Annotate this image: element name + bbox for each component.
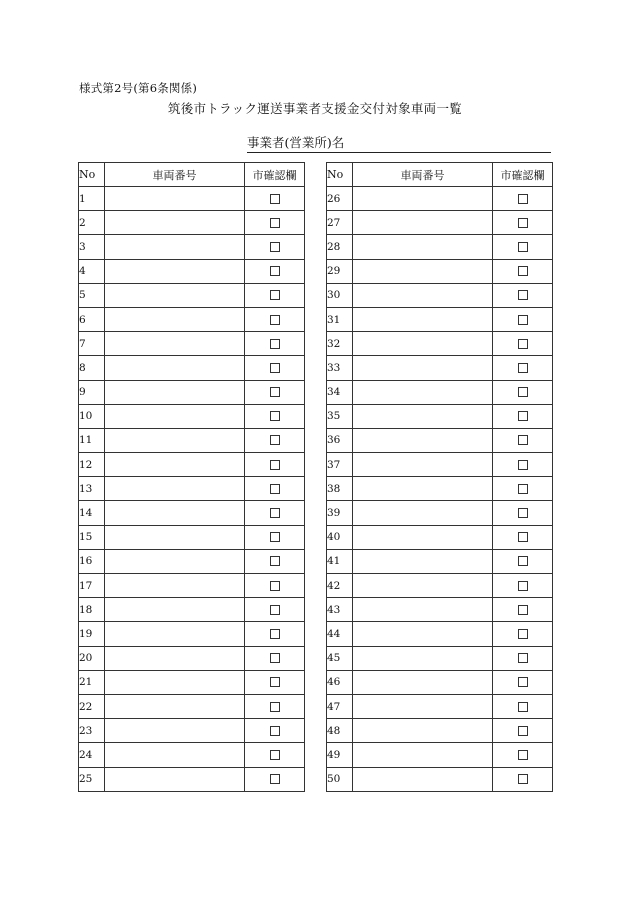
- plate-number-cell[interactable]: [353, 235, 493, 259]
- row-number: 32: [327, 332, 353, 356]
- table-header-row: [79, 163, 305, 187]
- plate-number-cell[interactable]: [353, 574, 493, 598]
- city-check-cell: [245, 622, 305, 646]
- table-row: [327, 477, 553, 501]
- row-number: 2: [79, 211, 105, 235]
- city-check-cell: [245, 525, 305, 549]
- column-header-plate: 車両番号: [353, 163, 493, 187]
- city-check-cell: [493, 646, 553, 670]
- city-check-cell: [245, 380, 305, 404]
- row-number: 25: [79, 767, 105, 791]
- city-check-checkbox[interactable]: [518, 677, 528, 687]
- table-row: [79, 307, 305, 331]
- plate-number-cell[interactable]: [105, 477, 245, 501]
- row-number: 36: [327, 428, 353, 452]
- city-check-checkbox[interactable]: [518, 242, 528, 252]
- city-check-cell: [245, 428, 305, 452]
- row-number: 42: [327, 574, 353, 598]
- city-check-checkbox[interactable]: [270, 702, 280, 712]
- plate-number-cell[interactable]: [105, 549, 245, 573]
- plate-number-cell[interactable]: [105, 646, 245, 670]
- table-row: [327, 743, 553, 767]
- city-check-checkbox[interactable]: [518, 460, 528, 470]
- table-row: [327, 719, 553, 743]
- city-check-cell: [493, 283, 553, 307]
- city-check-cell: [245, 187, 305, 211]
- row-number: 16: [79, 549, 105, 573]
- row-number: 41: [327, 549, 353, 573]
- table-row: [327, 646, 553, 670]
- plate-number-cell[interactable]: [353, 332, 493, 356]
- row-number: 18: [79, 598, 105, 622]
- city-check-checkbox[interactable]: [518, 629, 528, 639]
- plate-number-cell[interactable]: [105, 670, 245, 694]
- city-check-checkbox[interactable]: [270, 315, 280, 325]
- city-check-cell: [493, 501, 553, 525]
- plate-number-cell[interactable]: [353, 187, 493, 211]
- row-number: 10: [79, 404, 105, 428]
- table-row: [327, 501, 553, 525]
- table-row: [79, 477, 305, 501]
- row-number: 19: [79, 622, 105, 646]
- table-row: [327, 574, 553, 598]
- city-check-checkbox[interactable]: [270, 363, 280, 373]
- column-header-plate: 車両番号: [105, 163, 245, 187]
- row-number: 35: [327, 404, 353, 428]
- city-check-checkbox[interactable]: [270, 556, 280, 566]
- city-check-cell: [493, 332, 553, 356]
- row-number: 43: [327, 598, 353, 622]
- row-number: 31: [327, 307, 353, 331]
- city-check-cell: [493, 549, 553, 573]
- city-check-cell: [245, 307, 305, 331]
- city-check-checkbox[interactable]: [270, 242, 280, 252]
- city-check-cell: [493, 767, 553, 791]
- city-check-cell: [245, 719, 305, 743]
- table-row: [327, 622, 553, 646]
- city-check-cell: [493, 307, 553, 331]
- plate-number-cell[interactable]: [353, 767, 493, 791]
- row-number: 44: [327, 622, 353, 646]
- plate-number-cell[interactable]: [105, 694, 245, 718]
- table-row: [327, 307, 553, 331]
- table-row: [79, 453, 305, 477]
- plate-number-cell[interactable]: [105, 380, 245, 404]
- city-check-cell: [493, 743, 553, 767]
- city-check-checkbox[interactable]: [518, 315, 528, 325]
- plate-number-cell[interactable]: [353, 743, 493, 767]
- plate-number-cell[interactable]: [105, 743, 245, 767]
- city-check-checkbox[interactable]: [270, 629, 280, 639]
- city-check-cell: [493, 428, 553, 452]
- plate-number-cell[interactable]: [353, 356, 493, 380]
- table-row: [79, 598, 305, 622]
- table-row: [327, 670, 553, 694]
- plate-number-cell[interactable]: [353, 453, 493, 477]
- table-row: [327, 404, 553, 428]
- plate-number-cell[interactable]: [353, 501, 493, 525]
- table-row: [79, 719, 305, 743]
- city-check-checkbox[interactable]: [518, 411, 528, 421]
- city-check-checkbox[interactable]: [270, 532, 280, 542]
- city-check-cell: [245, 501, 305, 525]
- table-row: [327, 235, 553, 259]
- city-check-checkbox[interactable]: [518, 774, 528, 784]
- plate-number-cell[interactable]: [353, 622, 493, 646]
- plate-number-cell[interactable]: [353, 477, 493, 501]
- row-number: 40: [327, 525, 353, 549]
- plate-number-cell[interactable]: [105, 501, 245, 525]
- city-check-checkbox[interactable]: [270, 218, 280, 228]
- plate-number-cell[interactable]: [105, 525, 245, 549]
- city-check-checkbox[interactable]: [518, 218, 528, 228]
- table-row: [327, 428, 553, 452]
- plate-number-cell[interactable]: [105, 283, 245, 307]
- city-check-cell: [493, 380, 553, 404]
- table-row: [327, 694, 553, 718]
- city-check-cell: [245, 235, 305, 259]
- row-number: 30: [327, 283, 353, 307]
- table-row: [79, 211, 305, 235]
- city-check-cell: [245, 574, 305, 598]
- row-number: 22: [79, 694, 105, 718]
- city-check-cell: [245, 477, 305, 501]
- city-check-checkbox[interactable]: [270, 387, 280, 397]
- row-number: 8: [79, 356, 105, 380]
- plate-number-cell[interactable]: [353, 259, 493, 283]
- city-check-cell: [493, 670, 553, 694]
- city-check-checkbox[interactable]: [518, 556, 528, 566]
- row-number: 38: [327, 477, 353, 501]
- row-number: 27: [327, 211, 353, 235]
- city-check-cell: [245, 356, 305, 380]
- city-check-checkbox[interactable]: [270, 750, 280, 760]
- row-number: 23: [79, 719, 105, 743]
- city-check-cell: [493, 598, 553, 622]
- table-row: [79, 404, 305, 428]
- row-number: 20: [79, 646, 105, 670]
- city-check-cell: [493, 525, 553, 549]
- plate-number-cell[interactable]: [105, 211, 245, 235]
- plate-number-cell[interactable]: [105, 453, 245, 477]
- row-number: 26: [327, 187, 353, 211]
- city-check-cell: [493, 235, 553, 259]
- city-check-checkbox[interactable]: [270, 581, 280, 591]
- table-row: [327, 332, 553, 356]
- column-header-city-check: 市確認欄: [245, 163, 305, 187]
- plate-number-cell[interactable]: [353, 719, 493, 743]
- row-number: 17: [79, 574, 105, 598]
- row-number: 7: [79, 332, 105, 356]
- city-check-checkbox[interactable]: [270, 194, 280, 204]
- city-check-checkbox[interactable]: [518, 266, 528, 276]
- column-header-no: No: [327, 163, 353, 187]
- table-row: [79, 235, 305, 259]
- city-check-cell: [245, 404, 305, 428]
- plate-number-cell[interactable]: [353, 404, 493, 428]
- table-row: [79, 187, 305, 211]
- city-check-cell: [493, 356, 553, 380]
- city-check-checkbox[interactable]: [270, 726, 280, 736]
- table-row: [327, 453, 553, 477]
- table-row: [79, 622, 305, 646]
- city-check-cell: [245, 646, 305, 670]
- city-check-checkbox[interactable]: [270, 435, 280, 445]
- row-number: 11: [79, 428, 105, 452]
- table-row: [79, 646, 305, 670]
- city-check-checkbox[interactable]: [518, 387, 528, 397]
- city-check-cell: [493, 453, 553, 477]
- row-number: 14: [79, 501, 105, 525]
- city-check-cell: [245, 670, 305, 694]
- city-check-cell: [493, 404, 553, 428]
- city-check-checkbox[interactable]: [270, 290, 280, 300]
- city-check-checkbox[interactable]: [270, 484, 280, 494]
- row-number: 21: [79, 670, 105, 694]
- city-check-checkbox[interactable]: [270, 605, 280, 615]
- city-check-checkbox[interactable]: [518, 435, 528, 445]
- plate-number-cell[interactable]: [105, 574, 245, 598]
- page-title: 筑後市トラック運送事業者支援金交付対象車両一覧: [167, 101, 463, 116]
- row-number: 9: [79, 380, 105, 404]
- form-number: 様式第2号(第6条関係): [79, 81, 198, 95]
- city-check-checkbox[interactable]: [270, 677, 280, 687]
- plate-number-cell[interactable]: [105, 356, 245, 380]
- plate-number-cell[interactable]: [353, 307, 493, 331]
- plate-number-cell[interactable]: [353, 525, 493, 549]
- row-number: 28: [327, 235, 353, 259]
- plate-number-cell[interactable]: [353, 694, 493, 718]
- city-check-checkbox[interactable]: [518, 726, 528, 736]
- plate-number-cell[interactable]: [105, 719, 245, 743]
- row-number: 39: [327, 501, 353, 525]
- city-check-checkbox[interactable]: [518, 363, 528, 373]
- row-number: 12: [79, 453, 105, 477]
- city-check-checkbox[interactable]: [518, 750, 528, 760]
- city-check-cell: [245, 283, 305, 307]
- row-number: 4: [79, 259, 105, 283]
- plate-number-cell[interactable]: [353, 670, 493, 694]
- plate-number-cell[interactable]: [353, 283, 493, 307]
- city-check-checkbox[interactable]: [518, 339, 528, 349]
- row-number: 1: [79, 187, 105, 211]
- plate-number-cell[interactable]: [105, 332, 245, 356]
- city-check-cell: [493, 259, 553, 283]
- city-check-checkbox[interactable]: [270, 653, 280, 663]
- row-number: 45: [327, 646, 353, 670]
- row-number: 46: [327, 670, 353, 694]
- city-check-checkbox[interactable]: [518, 508, 528, 518]
- table-row: [79, 428, 305, 452]
- table-row: [327, 356, 553, 380]
- city-check-cell: [245, 549, 305, 573]
- city-check-checkbox[interactable]: [518, 605, 528, 615]
- table-row: [79, 283, 305, 307]
- city-check-cell: [245, 598, 305, 622]
- plate-number-cell[interactable]: [105, 598, 245, 622]
- row-number: 3: [79, 235, 105, 259]
- business-name-label: 事業者(営業所)名: [247, 135, 345, 150]
- city-check-cell: [245, 332, 305, 356]
- table-row: [327, 767, 553, 791]
- vehicle-table-left: [78, 162, 305, 792]
- city-check-checkbox[interactable]: [270, 411, 280, 421]
- table-row: [79, 574, 305, 598]
- plate-number-cell[interactable]: [353, 646, 493, 670]
- row-number: 24: [79, 743, 105, 767]
- city-check-cell: [493, 187, 553, 211]
- plate-number-cell[interactable]: [353, 549, 493, 573]
- row-number: 29: [327, 259, 353, 283]
- plate-number-cell[interactable]: [353, 211, 493, 235]
- city-check-cell: [245, 453, 305, 477]
- table-row: [327, 211, 553, 235]
- row-number: 49: [327, 743, 353, 767]
- table-row: [79, 259, 305, 283]
- city-check-checkbox[interactable]: [518, 702, 528, 712]
- row-number: 15: [79, 525, 105, 549]
- table-header-row: [327, 163, 553, 187]
- column-header-city-check: 市確認欄: [493, 163, 553, 187]
- city-check-cell: [245, 211, 305, 235]
- city-check-cell: [493, 477, 553, 501]
- table-row: [79, 525, 305, 549]
- city-check-cell: [493, 622, 553, 646]
- table-row: [79, 549, 305, 573]
- row-number: 48: [327, 719, 353, 743]
- city-check-checkbox[interactable]: [270, 339, 280, 349]
- city-check-checkbox[interactable]: [270, 266, 280, 276]
- plate-number-cell[interactable]: [105, 187, 245, 211]
- city-check-checkbox[interactable]: [518, 290, 528, 300]
- city-check-cell: [245, 259, 305, 283]
- table-row: [327, 187, 553, 211]
- plate-number-cell[interactable]: [105, 307, 245, 331]
- city-check-cell: [493, 719, 553, 743]
- city-check-checkbox[interactable]: [270, 508, 280, 518]
- row-number: 47: [327, 694, 353, 718]
- city-check-checkbox[interactable]: [518, 581, 528, 591]
- table-row: [79, 743, 305, 767]
- table-row: [327, 598, 553, 622]
- plate-number-cell[interactable]: [353, 380, 493, 404]
- city-check-checkbox[interactable]: [518, 194, 528, 204]
- row-number: 50: [327, 767, 353, 791]
- table-row: [79, 356, 305, 380]
- city-check-cell: [493, 574, 553, 598]
- city-check-checkbox[interactable]: [518, 532, 528, 542]
- vehicle-table-right: [326, 162, 553, 792]
- table-row: [79, 670, 305, 694]
- city-check-checkbox[interactable]: [270, 774, 280, 784]
- row-number: 13: [79, 477, 105, 501]
- plate-number-cell[interactable]: [105, 767, 245, 791]
- row-number: 33: [327, 356, 353, 380]
- table-row: [327, 380, 553, 404]
- row-number: 5: [79, 283, 105, 307]
- table-row: [79, 332, 305, 356]
- city-check-checkbox[interactable]: [518, 484, 528, 494]
- city-check-cell: [245, 743, 305, 767]
- row-number: 34: [327, 380, 353, 404]
- column-header-no: No: [79, 163, 105, 187]
- table-row: [79, 501, 305, 525]
- plate-number-cell[interactable]: [105, 428, 245, 452]
- row-number: 6: [79, 307, 105, 331]
- table-row: [327, 549, 553, 573]
- business-name-field[interactable]: [247, 136, 551, 153]
- plate-number-cell[interactable]: [105, 622, 245, 646]
- city-check-checkbox[interactable]: [518, 653, 528, 663]
- plate-number-cell[interactable]: [105, 235, 245, 259]
- table-row: [327, 525, 553, 549]
- city-check-checkbox[interactable]: [270, 460, 280, 470]
- row-number: 37: [327, 453, 353, 477]
- plate-number-cell[interactable]: [353, 598, 493, 622]
- city-check-cell: [245, 767, 305, 791]
- city-check-cell: [245, 694, 305, 718]
- table-row: [79, 694, 305, 718]
- city-check-cell: [493, 694, 553, 718]
- table-row: [327, 259, 553, 283]
- table-row: [79, 380, 305, 404]
- plate-number-cell[interactable]: [105, 404, 245, 428]
- plate-number-cell[interactable]: [353, 428, 493, 452]
- table-row: [79, 767, 305, 791]
- city-check-cell: [493, 211, 553, 235]
- table-row: [327, 283, 553, 307]
- plate-number-cell[interactable]: [105, 259, 245, 283]
